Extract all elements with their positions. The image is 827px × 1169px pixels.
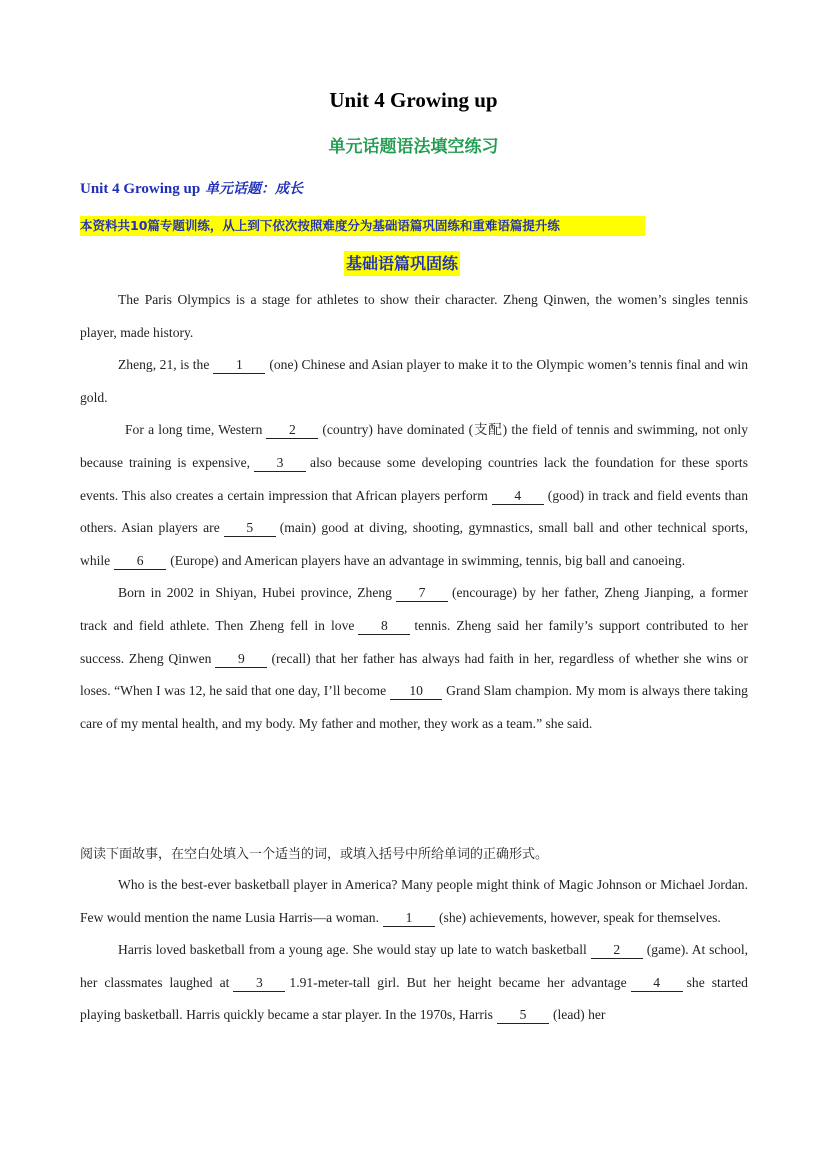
answer-blank[interactable]: 10 (390, 683, 442, 700)
answer-blank[interactable]: 5 (224, 520, 276, 537)
answer-blank[interactable]: 2 (266, 422, 318, 439)
paragraph: The Paris Olympics is a stage for athletes to show their character. Zheng Qinwen, the women’s singles tennis player, made history. (80, 292, 748, 340)
answer-blank[interactable]: 9 (215, 651, 267, 668)
unit-topic: 单元话题：成长 (200, 181, 304, 197)
notice-banner: 本资料共10篇专题训练，从上到下依次按照难度分为基础语篇巩固练和重难语篇提升练 (80, 216, 645, 236)
passage-1 (80, 284, 748, 740)
section-heading: 基础语篇巩固练 (344, 251, 460, 276)
paragraph: Zheng, 21, is the 1 (one) Chinese and Asian player to make it to the Olympic women’s tennis final and win gold. (80, 357, 748, 405)
page-title: Unit 4 Growing up (329, 88, 498, 112)
paragraph: Harris loved basketball from a young age. She would stay up late to watch basketball 2 (game). At school, her classmates laughed at 3 1.91-meter-tall girl. But her height became her advantage 4 she started playing basketball. Harris quickly became a star player. In the 1970s, Harris 5 (lead) her (80, 942, 748, 1023)
answer-blank[interactable]: 1 (213, 357, 265, 374)
unit-topic-line (80, 178, 303, 198)
answer-blank[interactable]: 1 (383, 910, 435, 927)
paragraph: For a long time, Western 2 (country) have dominated (支配) the field of tennis and swimming, not only because training is expensive, 3 also because some developing countries lack the foundation for these sports events. This also creates a certain impression that African players perform 4 (good) in track and field events than others. Asian players are 5 (main) good at diving, shooting, gymnastics, small ball and other technical sports, while 6 (Europe) and American players have an advantage in swimming, tennis, big ball and canoeing. (80, 422, 749, 568)
exercise-instruction: 阅读下面故事，在空白处填入一个适当的词，或填入括号中所给单词的正确形式。 (80, 847, 549, 862)
paragraph: Born in 2002 in Shiyan, Hubei province, Zheng 7 (encourage) by her father, Zheng Jianping, a former track and field athlete. Then Zheng fell in love 8 tennis. Zheng said her family’s support contributed to her success. Zheng Qinwen 9 (recall) that her father has always had faith in her, regardless of whether she wins or loses. “When I was 12, he said that one day, I’ll become 10 Grand Slam champion. My mom is always there taking care of my mental health, and my body. My father and mother, they work as a team.” she said. (80, 585, 748, 731)
answer-blank[interactable]: 2 (591, 942, 643, 959)
answer-blank[interactable]: 6 (114, 553, 166, 570)
answer-blank[interactable]: 8 (358, 618, 410, 635)
paragraph: Who is the best-ever basketball player in America? Many people might think of Magic Johnson or Michael Jordan. Few would mention the name Lusia Harris—a woman. 1 (she) achievements, however, speak for themselves. (80, 877, 748, 925)
answer-blank[interactable]: 4 (631, 975, 683, 992)
answer-blank[interactable]: 4 (492, 488, 544, 505)
answer-blank[interactable]: 7 (396, 585, 448, 602)
answer-blank[interactable]: 3 (254, 455, 306, 472)
unit-name: Unit 4 Growing up (80, 181, 201, 197)
answer-blank[interactable]: 5 (497, 1007, 549, 1024)
answer-blank[interactable]: 3 (233, 975, 285, 992)
page-subtitle: 单元话题语法填空练习 (328, 137, 499, 157)
passage-2 (80, 869, 748, 1032)
